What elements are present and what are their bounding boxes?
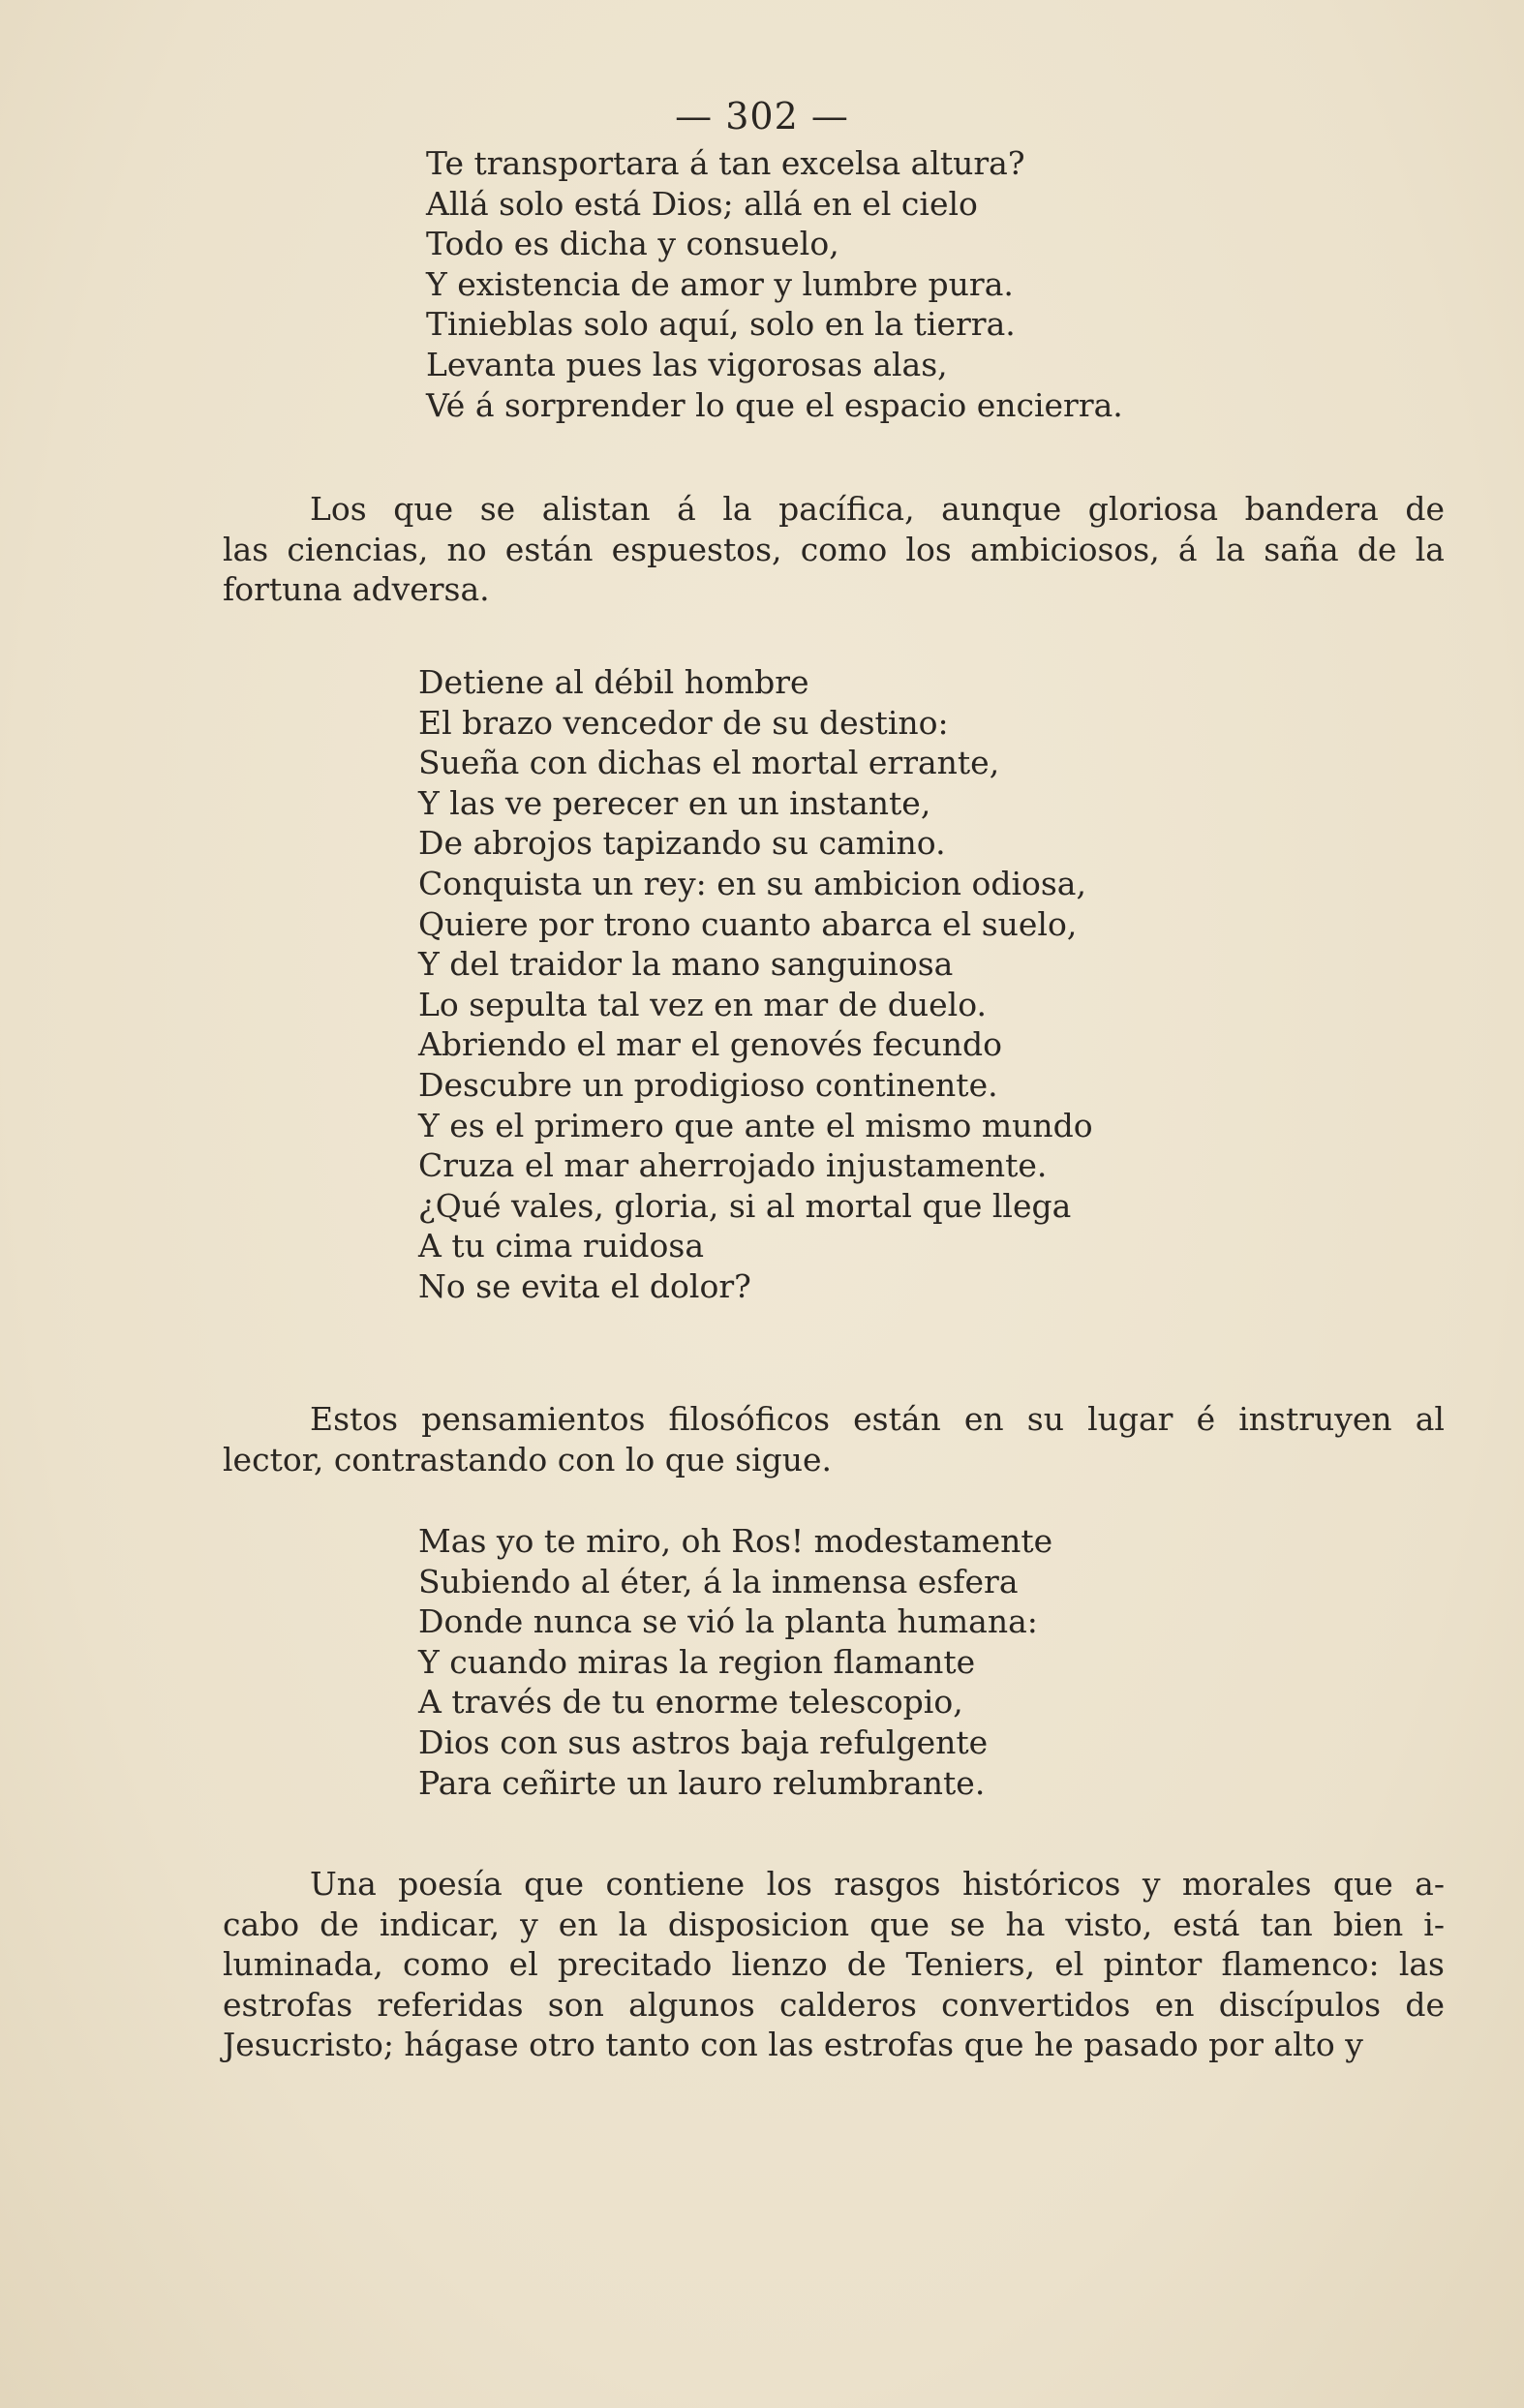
verse-line: Para ceñirte un lauro relumbrante. [418,1763,986,1802]
prose-line: las ciencias, no están espuestos, como los ambiciosos, á la saña de la [223,530,1445,568]
verse-line: Y del traidor la mano sanguinosa [418,945,954,984]
verse-block-1 [426,143,1123,425]
verse-line: Y cuando miras la region flamante [418,1642,976,1681]
verse-line: Te transportara á tan excelsa altura? [426,144,1025,182]
verse-line: Y es el primero que ante el mismo mundo [418,1106,1093,1144]
verse-block-2 [418,662,1093,1307]
verse-block-3 [418,1521,1052,1803]
page-number: — 302 — [675,95,849,137]
verse-line: Y existencia de amor y lumbre pura. [426,264,1014,303]
verse-line: Tinieblas solo aquí, solo en la tierra. [426,305,1016,344]
verse-line: A través de tu enorme telescopio, [418,1683,963,1722]
verse-line: Allá solo está Dios; allá en el cielo [426,184,978,223]
verse-line: Abriendo el mar el genovés fecundo [418,1025,1003,1064]
prose-line: fortuna adversa. [223,570,490,608]
verse-line: Cruza el mar aherrojado injustamente. [418,1146,1048,1185]
prose-line: Los que se alistan á la pacífica, aunque gloriosa bandera de [310,490,1445,528]
verse-line: El brazo vencedor de su destino: [418,703,949,742]
prose-line: Estos pensamientos filosóficos están en su lugar é instruyen al [310,1400,1445,1438]
prose-line: luminada, como el precitado lienzo de Teniers, el pintor flamenco: las [223,1945,1445,1983]
verse-line: Lo sepulta tal vez en mar de duelo. [418,985,988,1023]
prose-line: Jesucristo; hágase otro tanto con las estrofas que he pasado por alto y [223,2026,1363,2063]
prose-paragraph-1 [223,489,1445,610]
verse-line: Donde nunca se vió la planta humana: [418,1602,1038,1641]
prose-line: estrofas referidas son algunos calderos convertidos en discípulos de [223,1985,1445,2024]
verse-line: Conquista un rey: en su ambicion odiosa, [418,864,1086,902]
verse-line: Descubre un prodigioso continente. [418,1065,998,1104]
prose-paragraph-3 [223,1864,1445,2065]
prose-line: Una poesía que contiene los rasgos históricos y morales que a- [310,1865,1445,1903]
verse-line: Vé á sorprender lo que el espacio encierra. [426,385,1123,424]
verse-line: Dios con sus astros baja refulgente [418,1722,989,1761]
verse-line: Quiere por trono cuanto abarca el suelo, [418,904,1078,943]
verse-line: Sueña con dichas el mortal errante, [418,744,1000,782]
verse-line: Levanta pues las vigorosas alas, [426,345,948,383]
verse-line: No se evita el dolor? [418,1266,751,1305]
verse-line: Todo es dicha y consuelo, [426,225,839,263]
verse-line: ¿Qué vales, gloria, si al mortal que llega [418,1186,1072,1225]
verse-line: Mas yo te miro, oh Ros! modestamente [418,1522,1053,1560]
verse-line: A tu cima ruidosa [418,1227,705,1265]
prose-paragraph-2 [223,1399,1445,1479]
verse-line: Detiene al débil hombre [418,663,809,701]
prose-line: lector, contrastando con lo que sigue. [223,1440,833,1478]
verse-line: Subiendo al éter, á la inmensa esfera [418,1562,1019,1600]
verse-line: De abrojos tapizando su camino. [418,824,946,863]
prose-line: cabo de indicar, y en la disposicion que se ha visto, está tan bien i- [223,1905,1445,1943]
verse-line: Y las ve perecer en un instante, [418,783,931,822]
